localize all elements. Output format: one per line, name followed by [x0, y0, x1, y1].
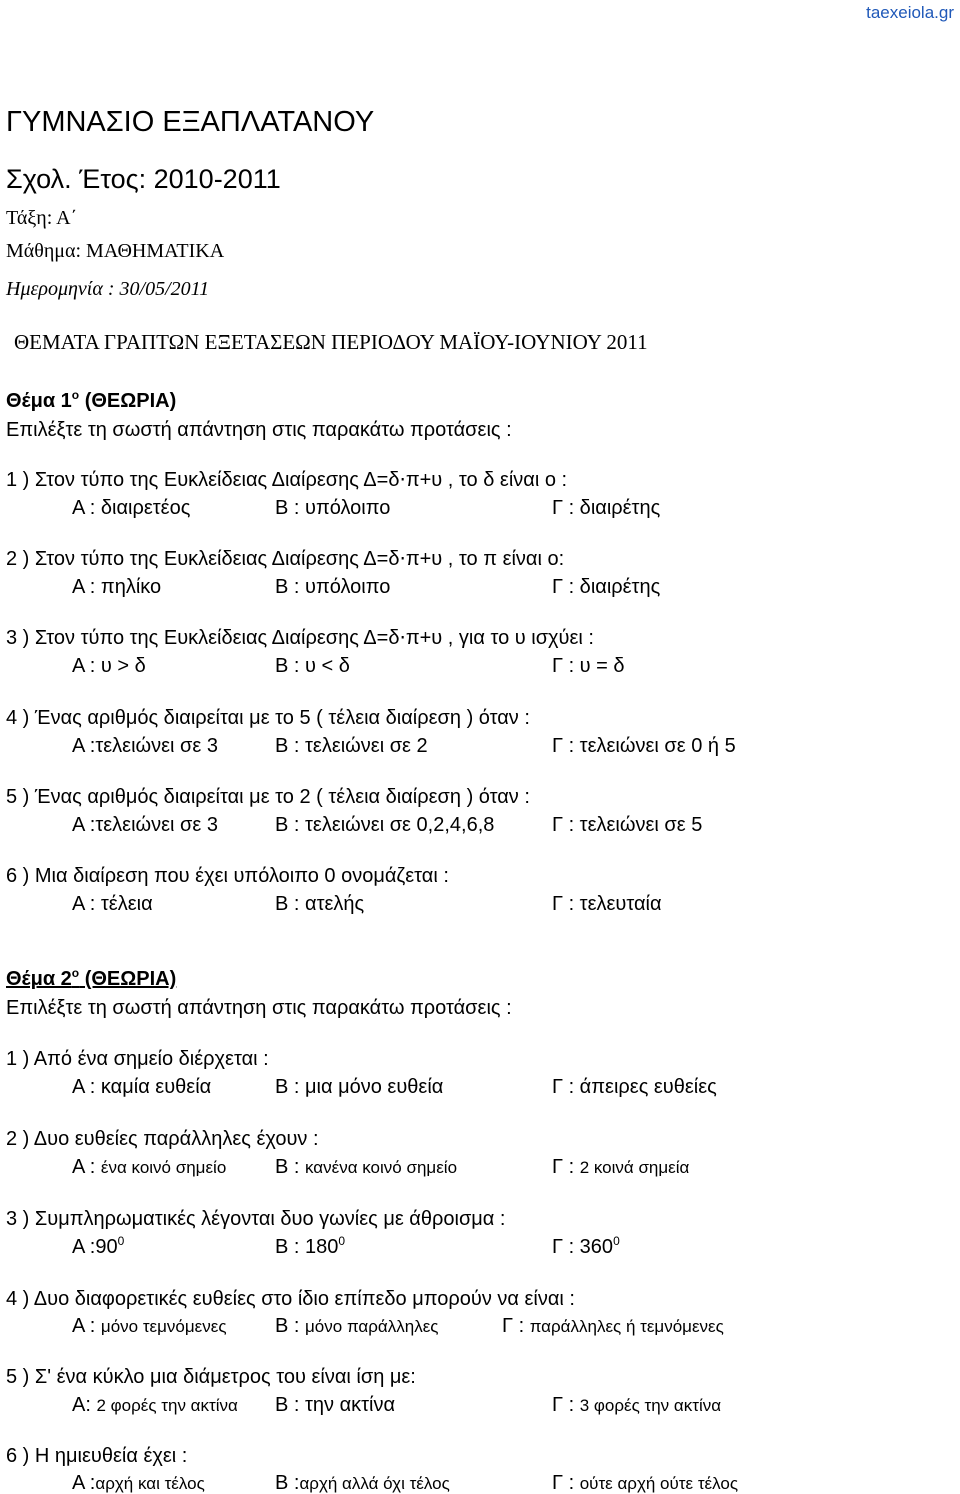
t1-q1-option-a: Α : διαιρετέος	[72, 497, 191, 519]
class-line: Τάξη: Α΄	[6, 207, 78, 229]
t1-q1-option-b: Β : υπόλοιπο	[275, 497, 391, 519]
school-name: ΓΥΜΝΑΣΙΟ ΕΞΑΠΛΑΤΑΝΟΥ	[6, 106, 375, 138]
t2-q6-text: 6 ) Η ημιευθεία έχει :	[6, 1445, 188, 1467]
t1-q3-option-a: Α : υ > δ	[72, 655, 146, 677]
t2-q2-text: 2 ) Δυο ευθείες παράλληλες έχουν :	[6, 1128, 319, 1150]
t2-q4-option-a: Α : μόνο τεμνόμενες	[72, 1315, 227, 1337]
topic-2-heading: Θέμα $2^o$ (ΘΕΩΡΙΑ)	[6, 966, 177, 990]
t1-q6-option-c: Γ : τελευταία	[552, 893, 662, 915]
t2-q6-option-b: Β :αρχή αλλά όχι τέλος	[275, 1472, 450, 1494]
t1-q5-option-b: Β : τελειώνει σε 0,2,4,6,8	[275, 814, 495, 836]
t1-q2-option-b: Β : υπόλοιπο	[275, 576, 391, 598]
t1-q3-text: 3 ) Στον τύπο της Ευκλείδειας Διαίρεσης Δ=δ⋅π+υ , για το υ ισχύει :	[6, 627, 594, 649]
topic-1-heading: Θέμα $1^o$ (ΘΕΩΡΙΑ)	[6, 388, 177, 412]
t2-q4-option-b: Β : μόνο παράλληλες	[275, 1315, 439, 1337]
t1-q6-option-b: Β : ατελής	[275, 893, 365, 915]
t2-q2-option-a: Α : ένα κοινό σημείο	[72, 1156, 227, 1178]
t1-q2-option-c: Γ : διαιρέτης	[552, 576, 661, 598]
t2-q5-option-c: Γ : 3 φορές την ακτίνα	[552, 1394, 722, 1416]
t2-q6-option-a: Α :αρχή και τέλος	[72, 1472, 205, 1494]
t2-q1-text: 1 ) Από ένα σημείο διέρχεται :	[6, 1048, 269, 1070]
t2-q3-text: 3 ) Συμπληρωματικές λέγονται δυο γωνίες με άθροισμα :	[6, 1208, 506, 1230]
t2-q4-option-c: Γ : παράλληλες ή τεμνόμενες	[502, 1315, 724, 1337]
exam-title: ΘΕΜΑΤΑ ΓΡΑΠΤΩΝ ΕΞΕΤΑΣΕΩΝ ΠΕΡΙΟΔΟΥ ΜΑΪΟΥ-ΙΟΥΝΙΟΥ 2011	[14, 330, 648, 354]
t1-q5-option-c: Γ : τελειώνει σε 5	[552, 814, 703, 836]
t2-q1-option-a: Α : καμία ευθεία	[72, 1076, 212, 1098]
t1-q4-option-c: Γ : τελειώνει σε 0 ή 5	[552, 735, 736, 757]
t2-q5-text: 5 ) Σ' ένα κύκλο μια διάμετρος του είναι ίση με:	[6, 1366, 416, 1388]
t2-q3-option-a: Α $:90^0$	[72, 1234, 125, 1258]
t2-q5-option-b: Β : την ακτίνα	[275, 1394, 396, 1416]
topic-1-instruction: Επιλέξτε τη σωστή απάντηση στις παρακάτω προτάσεις :	[6, 419, 512, 441]
t1-q4-option-a: Α :τελειώνει σε 3	[72, 735, 218, 757]
school-year: Σχολ. Έτος: 2010-2011	[6, 164, 281, 194]
t1-q1-text: 1 ) Στον τύπο της Ευκλείδειας Διαίρεσης Δ=δ⋅π+υ , το δ είναι ο :	[6, 469, 568, 491]
watermark-link[interactable]: taexeiola.gr	[866, 3, 954, 22]
t2-q5-option-a: Α: 2 φορές την ακτίνα	[72, 1394, 238, 1416]
t2-q1-option-b: Β : μια μόνο ευθεία	[275, 1076, 444, 1098]
t1-q5-text: 5 ) Ένας αριθμός διαιρείται με το 2 ( τέλεια διαίρεση ) όταν :	[6, 786, 530, 808]
subject-line: Μάθημα: ΜΑΘΗΜΑΤΙΚΑ	[6, 240, 225, 262]
topic-2-instruction: Επιλέξτε τη σωστή απάντηση στις παρακάτω προτάσεις :	[6, 997, 512, 1019]
t1-q4-option-b: Β : τελειώνει σε 2	[275, 735, 428, 757]
t2-q4-text: 4 ) Δυο διαφορετικές ευθείες στο ίδιο επίπεδο μπορούν να είναι :	[6, 1288, 575, 1310]
t1-q3-option-c: Γ : υ = δ	[552, 655, 625, 677]
t2-q2-option-b: Β : κανένα κοινό σημείο	[275, 1156, 458, 1178]
t2-q3-option-c: Γ : $360^0$	[552, 1234, 620, 1258]
t1-q6-option-a: Α : τέλεια	[72, 893, 153, 915]
t1-q2-text: 2 ) Στον τύπο της Ευκλείδειας Διαίρεσης Δ=δ⋅π+υ , το π είναι ο:	[6, 548, 565, 570]
date-line: Ημερομηνία : 30/05/2011	[6, 278, 210, 300]
t1-q2-option-a: Α : πηλίκο	[72, 576, 162, 598]
t1-q5-option-a: Α :τελειώνει σε 3	[72, 814, 218, 836]
t1-q3-option-b: Β : υ < δ	[275, 655, 350, 677]
t2-q2-option-c: Γ : 2 κοινά σημεία	[552, 1156, 690, 1178]
t2-q3-option-b: Β : $180^0$	[275, 1234, 346, 1258]
t1-q1-option-c: Γ : διαιρέτης	[552, 497, 661, 519]
t1-q4-text: 4 ) Ένας αριθμός διαιρείται με το 5 ( τέλεια διαίρεση ) όταν :	[6, 707, 530, 729]
t1-q6-text: 6 ) Μια διαίρεση που έχει υπόλοιπο 0 ονομάζεται :	[6, 865, 449, 887]
t2-q1-option-c: Γ : άπειρες ευθείες	[552, 1076, 717, 1098]
t2-q6-option-c: Γ : ούτε αρχή ούτε τέλος	[552, 1472, 739, 1494]
